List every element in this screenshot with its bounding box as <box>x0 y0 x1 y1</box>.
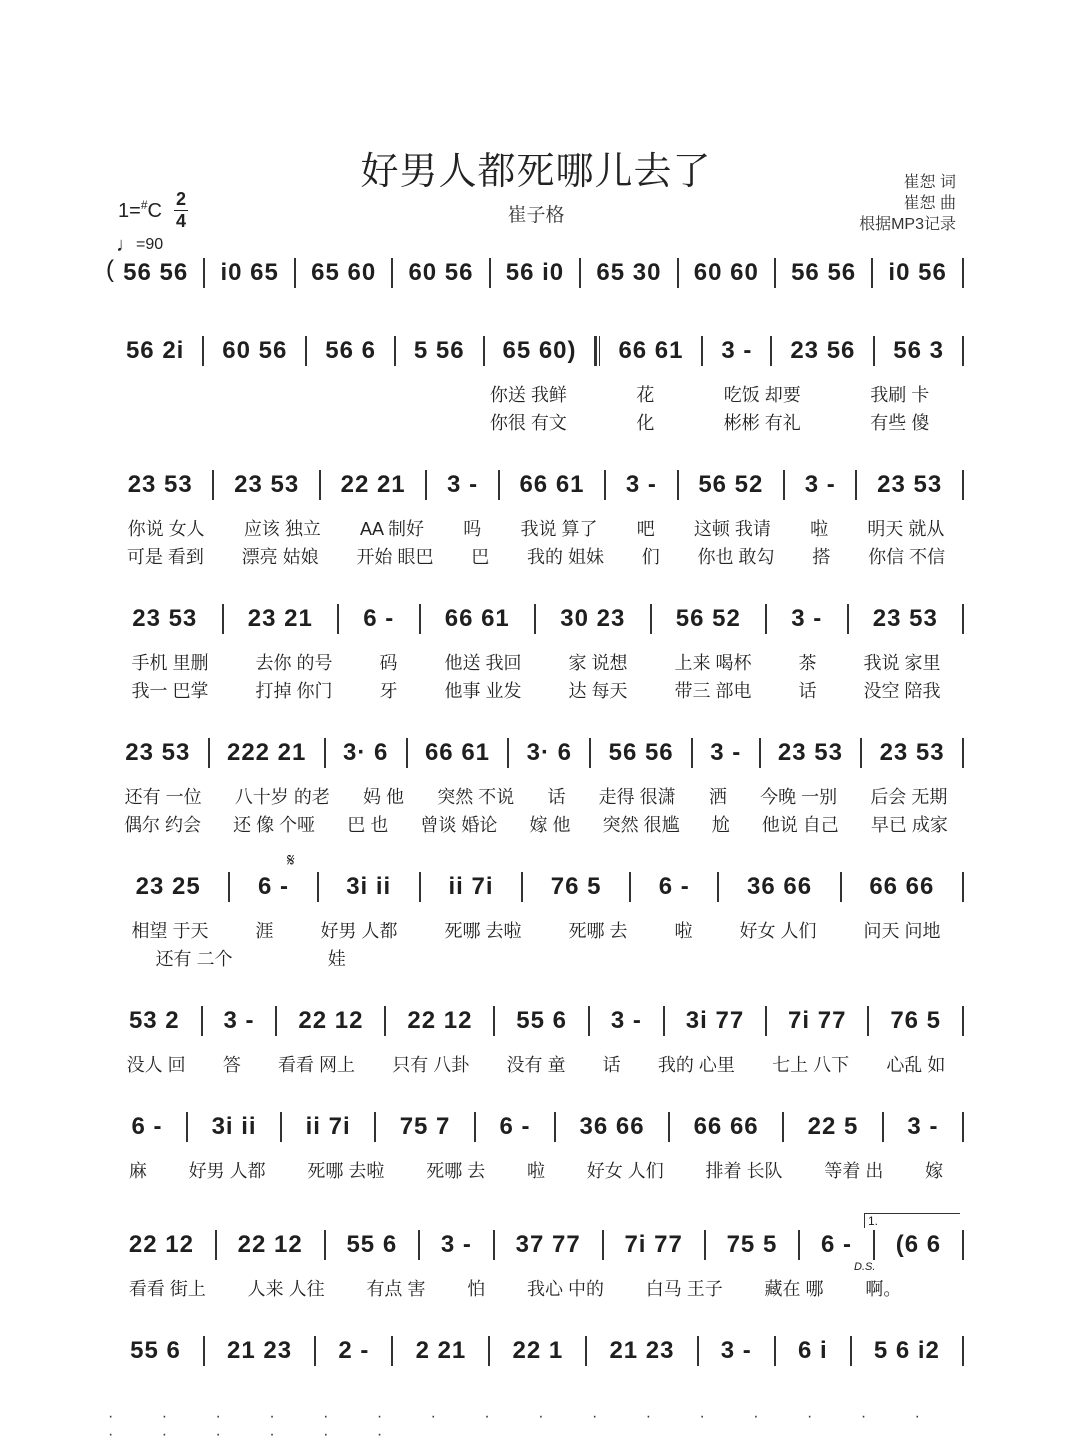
lyric-syllable <box>869 945 964 971</box>
lyric-syllable: 还 像 个哑 <box>233 815 316 835</box>
system-2 <box>108 333 964 369</box>
lyric-syllable <box>247 409 316 435</box>
lyric-syllable: 等着 出 <box>824 1161 884 1181</box>
lyric-syllable: 排着 长队 <box>705 1161 783 1181</box>
measure: 66 61 <box>408 738 510 768</box>
lyric-syllable: AA 制好 <box>360 519 425 539</box>
system-5 <box>108 735 964 771</box>
lyric-line-1 <box>108 1275 964 1301</box>
measure: 37 77 <box>495 1230 604 1260</box>
lyric-syllable: 嫁 <box>925 1161 944 1181</box>
lyric-syllable: 码 <box>379 653 398 673</box>
lyric-line-2 <box>108 543 964 569</box>
lyric-syllable: 我说 算了 <box>520 519 598 539</box>
measure: 53 2 <box>108 1006 203 1036</box>
lyric-syllable: 我说 家里 <box>863 653 941 673</box>
measure: 56 56 <box>591 738 693 768</box>
measure: 3 - <box>767 604 848 634</box>
lyric-syllable: 怕 <box>467 1279 486 1299</box>
measure: 56 56 <box>776 258 873 288</box>
measure: i0 65 <box>205 258 296 288</box>
lyric-syllable: 只有 八卦 <box>392 1055 470 1075</box>
measure: 5 6 i2 <box>852 1336 964 1366</box>
measure: 65 60) <box>485 336 597 366</box>
lyric-line-1 <box>108 1051 964 1077</box>
measure: 6 - <box>800 1230 875 1260</box>
lyric-syllable: 突然 很尴 <box>602 815 680 835</box>
measure: 75 5 <box>706 1230 800 1260</box>
composer-credit: 崔恕 曲 <box>903 195 956 212</box>
quarter-note-icon: ♩ <box>116 234 136 256</box>
lyric-syllable: 家 说想 <box>568 653 628 673</box>
measure: 56 56 <box>108 258 205 288</box>
lyric-syllable: 明天 就从 <box>867 519 945 539</box>
measure: 6 - <box>230 872 318 902</box>
measure: 7i 77 <box>604 1230 706 1260</box>
measure: 3 - <box>693 738 761 768</box>
measure: 21 23 <box>587 1336 698 1366</box>
measure: 22 5 <box>784 1112 884 1142</box>
measure: 30 23 <box>536 604 652 634</box>
lyric-syllable: 问天 问地 <box>863 921 941 941</box>
lyricist-credit: 崔恕 词 <box>903 174 956 191</box>
source-credit: 根据MP3记录 <box>859 216 956 233</box>
lyric-syllable: 应该 独立 <box>243 519 321 539</box>
lyric-syllable: 化 <box>636 413 655 433</box>
lyric-syllable: 牙 <box>379 681 398 701</box>
lyric-syllable: 他说 自己 <box>761 815 839 835</box>
lyric-syllable: 这顿 我请 <box>693 519 771 539</box>
lyric-line-1 <box>108 381 964 407</box>
measure: 7i 77 <box>767 1006 869 1036</box>
measure: 5 56 <box>396 336 485 366</box>
measure: 65 60 <box>296 258 393 288</box>
measure: 3 - <box>785 470 857 500</box>
lyric-syllable: 还有 二个 <box>155 949 233 969</box>
measure: 75 7 <box>376 1112 476 1142</box>
measure: 23 53 <box>108 604 224 634</box>
measure: 66 66 <box>842 872 964 902</box>
measure: 23 21 <box>224 604 340 634</box>
lyric-syllable: 手机 里删 <box>131 653 209 673</box>
system-3 <box>108 467 964 503</box>
measure: 22 12 <box>217 1230 326 1260</box>
measure: 6 i <box>776 1336 852 1366</box>
lyric-syllable: 七上 八下 <box>772 1055 850 1075</box>
measure: 56 i0 <box>491 258 582 288</box>
lyric-syllable: 我的 姐妹 <box>526 547 604 567</box>
measure: 3 - <box>427 470 499 500</box>
lyric-syllable: 话 <box>602 1055 621 1075</box>
measure: 3 - <box>420 1230 495 1260</box>
lyric-syllable: 你说 女人 <box>127 519 205 539</box>
measure: 3 - <box>884 1112 964 1142</box>
lyric-syllable <box>108 409 177 435</box>
lyric-syllable: 白马 王子 <box>645 1279 723 1299</box>
measure: 55 6 <box>108 1336 205 1366</box>
lyric-syllable: 茶 <box>798 653 817 673</box>
lyric-syllable: 可是 看到 <box>126 547 204 567</box>
lyric-syllable: 巴 也 <box>347 815 389 835</box>
measure: 56 6 <box>307 336 396 366</box>
measure: 76 5 <box>869 1006 964 1036</box>
measure: 56 52 <box>679 470 785 500</box>
lyric-syllable: 还有 一位 <box>124 787 202 807</box>
lyric-syllable: 话 <box>798 681 817 701</box>
dal-segno-mark: D.S. <box>854 1261 876 1273</box>
lyric-line-2 <box>108 677 964 703</box>
credits <box>859 172 956 235</box>
lyric-syllable: 们 <box>641 547 660 567</box>
lyric-syllable: 好男 人都 <box>320 921 398 941</box>
measure: ii 7i <box>282 1112 376 1142</box>
lyric-syllable: 带三 部电 <box>674 681 752 701</box>
measure: 60 56 <box>204 336 307 366</box>
lyric-syllable: 我一 巴掌 <box>131 681 209 701</box>
measure: 3 - <box>606 470 678 500</box>
measure: 55 6 <box>326 1230 420 1260</box>
measure: 3 - <box>699 1336 776 1366</box>
measure: 36 66 <box>556 1112 670 1142</box>
lyric-syllable: 他送 我回 <box>444 653 522 673</box>
lyric-syllable: 啦 <box>526 1161 545 1181</box>
measure: 76 5 <box>523 872 631 902</box>
lyric-syllable: 答 <box>222 1055 241 1075</box>
system-7 <box>108 1003 964 1039</box>
lyric-syllable: 看看 街上 <box>128 1279 206 1299</box>
lyric-syllable: 巴 <box>471 547 490 567</box>
measure: 60 60 <box>679 258 776 288</box>
key-signature: 1=#C <box>118 198 162 222</box>
lyric-line-2 <box>108 409 964 435</box>
measure: 23 53 <box>849 604 965 634</box>
measure: 6 - <box>476 1112 556 1142</box>
measure: 2 21 <box>393 1336 490 1366</box>
lyric-syllable: 涯 <box>255 921 274 941</box>
song-title: 好男人都死哪儿去了 <box>360 151 712 193</box>
lyric-syllable: 相望 于天 <box>131 921 209 941</box>
lyric-syllable <box>316 381 385 407</box>
measure: 23 53 <box>857 470 963 500</box>
singer-name: 崔子格 <box>507 205 565 226</box>
lyric-line-1 <box>108 515 964 541</box>
measure: 60 56 <box>393 258 490 288</box>
lyric-syllable: 嫁 他 <box>529 815 571 835</box>
measure: 3i 77 <box>665 1006 767 1036</box>
measure: 21 23 <box>205 1336 316 1366</box>
lyric-syllable: 没有 童 <box>506 1055 566 1075</box>
lyric-syllable: 你也 敢勾 <box>697 547 775 567</box>
lyric-syllable: 啦 <box>810 519 829 539</box>
lyric-line-1 <box>108 649 964 675</box>
measure: 22 12 <box>386 1006 495 1036</box>
lyric-syllable: 看看 网上 <box>278 1055 356 1075</box>
measure: 2 - <box>316 1336 393 1366</box>
measure: 22 21 <box>321 470 427 500</box>
lyric-syllable: 人来 人往 <box>247 1279 325 1299</box>
lyric-syllable: 八十岁 的老 <box>234 787 330 807</box>
measure: 6 - <box>339 604 420 634</box>
time-signature: 2 4 <box>175 189 186 231</box>
lyric-syllable: 我刷 卡 <box>870 385 930 405</box>
lyric-syllable: 好男 人都 <box>188 1161 266 1181</box>
system-9 <box>108 1227 964 1263</box>
lyric-syllable: 曾谈 婚论 <box>420 815 498 835</box>
measure: 3 - <box>703 336 772 366</box>
sharp-icon: # <box>140 198 148 212</box>
lyric-syllable: 上来 喝杯 <box>674 653 752 673</box>
lyric-syllable <box>177 381 246 407</box>
lyric-syllable: 啊。 <box>865 1279 902 1299</box>
measure: (6 6 <box>875 1230 964 1260</box>
measure: 23 53 <box>862 738 964 768</box>
dotted-continuation: · · · · · · · · · · · · · · · · · · · · · · <box>108 1408 942 1443</box>
lyric-syllable: 你送 我鲜 <box>489 385 567 405</box>
system-8 <box>108 1109 964 1145</box>
measure: 3 - <box>590 1006 665 1036</box>
lyric-syllable: 尬 <box>711 815 730 835</box>
lyric-syllable: 漂亮 姑娘 <box>241 547 319 567</box>
lyric-syllable <box>177 409 246 435</box>
measure: 23 25 <box>108 872 230 902</box>
measure: 222 21 <box>210 738 326 768</box>
lyric-syllable: 我的 心里 <box>657 1055 735 1075</box>
lyric-syllable: 我心 中的 <box>526 1279 604 1299</box>
lyric-syllable: 死哪 去啦 <box>444 921 522 941</box>
lyric-line-1 <box>108 917 964 943</box>
measure: 22 12 <box>108 1230 217 1260</box>
lyric-syllable: 突然 不说 <box>437 787 515 807</box>
lyric-syllable: 去你 的号 <box>255 653 333 673</box>
measure: 65 30 <box>581 258 678 288</box>
measure: 22 12 <box>277 1006 386 1036</box>
lyric-syllable: 达 每天 <box>568 681 628 701</box>
lyric-syllable: 早已 成家 <box>870 815 948 835</box>
lyric-syllable: 今晚 一别 <box>760 787 838 807</box>
lyric-syllable <box>386 381 455 407</box>
lyric-syllable: 后会 无期 <box>870 787 948 807</box>
measure: 66 61 <box>421 604 537 634</box>
measure: 23 53 <box>108 470 214 500</box>
measure: 23 53 <box>108 738 210 768</box>
lyric-syllable: 娃 <box>327 949 346 969</box>
measure: 56 52 <box>652 604 768 634</box>
intro-paren: ( <box>106 256 114 283</box>
measure: 56 3 <box>875 336 964 366</box>
lyric-syllable: 麻 <box>128 1161 147 1181</box>
lyric-syllable <box>108 381 177 407</box>
lyric-syllable: 心乱 如 <box>886 1055 946 1075</box>
lyric-syllable: 死哪 去 <box>426 1161 486 1181</box>
measure: 23 56 <box>772 336 875 366</box>
lyric-syllable: 死哪 去 <box>568 921 628 941</box>
lyric-syllable: 走得 很潇 <box>598 787 676 807</box>
lyric-syllable: 吃饭 却要 <box>723 385 801 405</box>
measure: 6 - <box>631 872 719 902</box>
measure: 22 1 <box>490 1336 587 1366</box>
lyric-syllable: 妈 他 <box>363 787 405 807</box>
measure: 23 53 <box>761 738 863 768</box>
lyric-syllable: 吧 <box>636 519 655 539</box>
lyric-syllable: 有点 害 <box>366 1279 426 1299</box>
lyric-syllable <box>247 381 316 407</box>
lyric-syllable: 你很 有文 <box>489 413 567 433</box>
lyric-syllable: 搭 <box>812 547 831 567</box>
measure: 3· 6 <box>326 738 408 768</box>
measure: 66 66 <box>670 1112 784 1142</box>
lyric-syllable: 没空 陪我 <box>863 681 941 701</box>
lyric-line-2 <box>108 811 964 837</box>
measure: 36 66 <box>719 872 841 902</box>
lyric-syllable: 藏在 哪 <box>764 1279 824 1299</box>
measure: 55 6 <box>495 1006 590 1036</box>
system-6 <box>108 869 964 905</box>
measure: 3i ii <box>188 1112 282 1142</box>
lyric-syllable: 偶尔 约会 <box>124 815 202 835</box>
lyric-syllable: 打掉 你门 <box>255 681 333 701</box>
measure: 3 - <box>203 1006 278 1036</box>
lyric-line-2 <box>108 945 964 971</box>
lyric-syllable: 好女 人们 <box>739 921 817 941</box>
lyric-syllable: 花 <box>636 385 655 405</box>
lyric-syllable <box>679 945 774 971</box>
system-10 <box>108 1333 964 1369</box>
lyric-syllable: 彬彬 有礼 <box>723 413 801 433</box>
lyric-syllable: 开始 眼巴 <box>356 547 434 567</box>
lyric-syllable: 有些 傻 <box>870 413 930 433</box>
measure: 66 61 <box>500 470 606 500</box>
measure: 6 - <box>108 1112 188 1142</box>
lyric-syllable <box>386 409 455 435</box>
system-1 <box>108 255 964 291</box>
measure: ii 7i <box>421 872 523 902</box>
lyric-syllable <box>393 945 488 971</box>
lyric-syllable: 啦 <box>674 921 693 941</box>
measure: 23 53 <box>214 470 320 500</box>
system-4 <box>108 601 964 637</box>
lyric-syllable: 死哪 去啦 <box>307 1161 385 1181</box>
lyric-syllable: 你信 不信 <box>868 547 946 567</box>
lyric-syllable: 好女 人们 <box>586 1161 664 1181</box>
lyric-line-1 <box>108 783 964 809</box>
segno-icon: 𝄋 <box>287 850 295 870</box>
measure: i0 56 <box>873 258 964 288</box>
measure: 66 61 <box>596 336 703 366</box>
tempo-marking: ♩=90 <box>116 234 164 256</box>
lyric-syllable: 洒 <box>708 787 727 807</box>
lyric-syllable: 吗 <box>463 519 482 539</box>
lyric-syllable <box>488 945 583 971</box>
measure: 3· 6 <box>509 738 591 768</box>
lyric-syllable <box>922 1275 964 1301</box>
lyric-syllable <box>584 945 679 971</box>
lyric-syllable: 他事 业发 <box>444 681 522 701</box>
measure: 56 2i <box>108 336 204 366</box>
lyric-syllable: 话 <box>547 787 566 807</box>
lyric-syllable <box>774 945 869 971</box>
measure: 3i ii <box>319 872 421 902</box>
volta-bracket: 1. <box>864 1213 960 1228</box>
lyric-syllable <box>316 409 385 435</box>
lyric-syllable: 没人 回 <box>126 1055 186 1075</box>
lyric-line-1 <box>108 1157 964 1183</box>
